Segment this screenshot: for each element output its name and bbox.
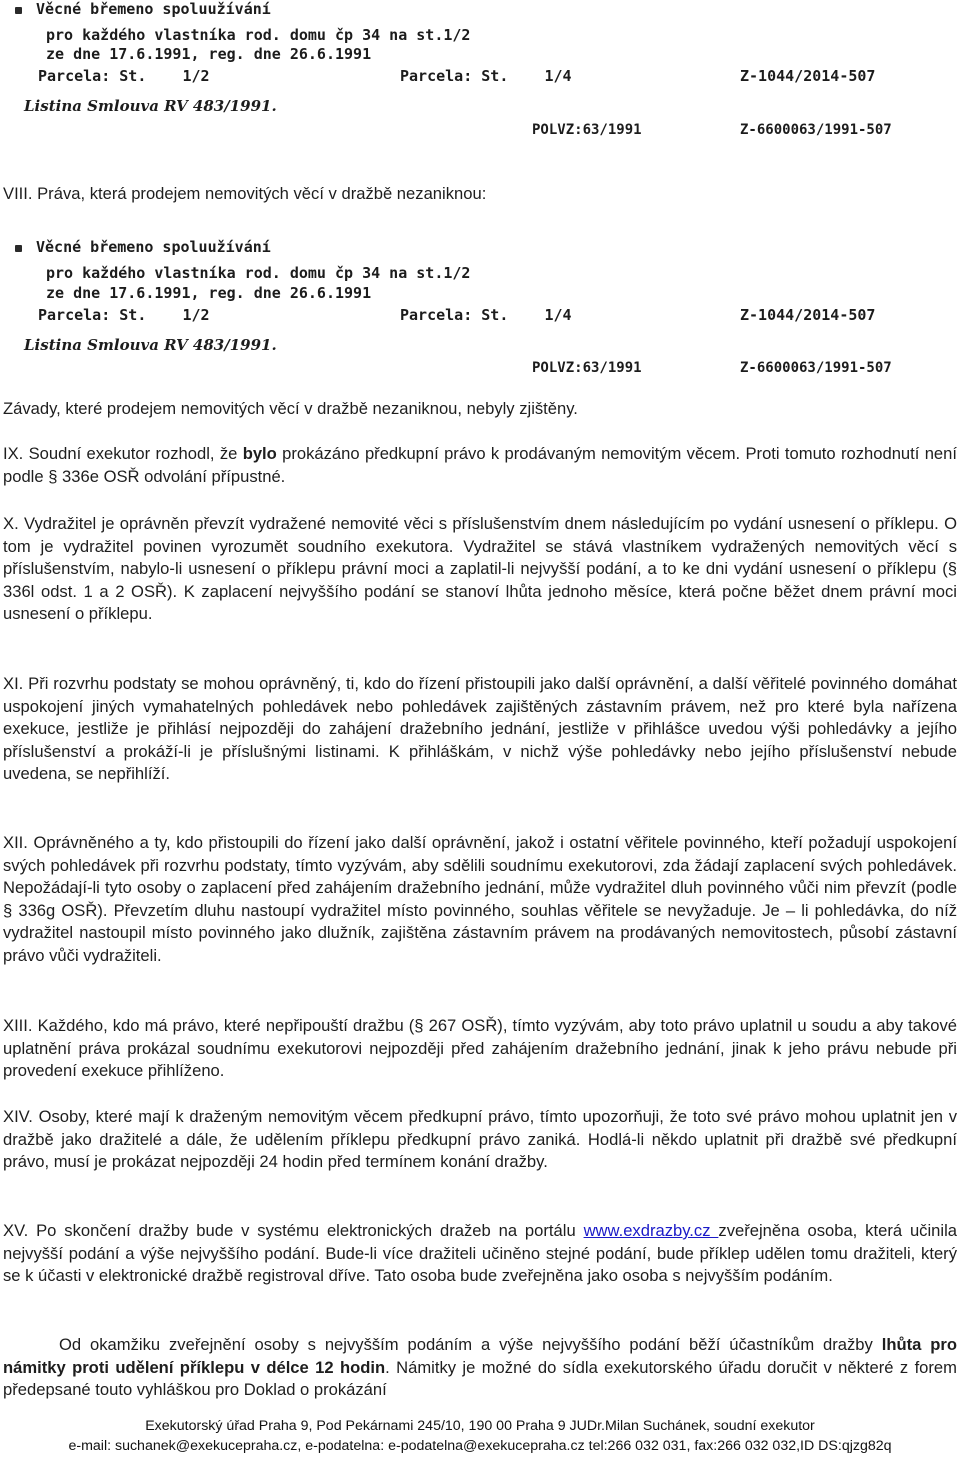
footer-line-1: Exekutorský úřad Praha 9, Pod Pekárnami 245/10, 190 00 Praha 9 JUDr.Milan Suchánek, soudní exekutor <box>145 1418 815 1434</box>
ownership-extract-image-1 <box>0 0 960 145</box>
footer-line-2: e-mail: suchanek@exekucepraha.cz, e-podatelna: e-podatelna@exekucepraha.cz tel:266 032 031, fax:266 032 032,ID DS:qjzg82q <box>68 1438 892 1454</box>
section-xiii: XIII. Každého, kdo má právo, které nepřipouští dražbu (§ 267 OSŘ), tímto vyzývám, aby toto právo uplatnil u soudu a aby takové uplatnění práva prokázal soudnímu exekutorovi nejpozději před zahájením dražebního jednání, jinak k jeho právu nebude při provedení exekuce přihlíženo. <box>3 1016 957 1081</box>
z-reference-2: Z-6600063/1991-507 <box>740 122 892 138</box>
easement-title: Věcné břemeno spoluužívání <box>36 238 271 256</box>
z-reference-2: Z-6600063/1991-507 <box>740 360 892 376</box>
section-xi: XI. Při rozvrhu podstaty se mohou oprávněný, ti, kdo do řízení přistoupili jako další oprávnění, a další věřitelé povinného domáhat uspokojení jiných vymahatelných pohledávek nebo pohledávek zajištěných zástavním právem, než pro které byla nařízena exekuce, jestliže je přihlásí nejpozději do zahájení dražebního jednání, jestliže v přihlášce uvedou výši pohledávky a jejího příslušenství a prokáží-li je příslušnými listinami. K přihláškám, v nichž výše pohledávky nebo jejího příslušenství nebude uvedena, se nepřihlíží. <box>3 674 957 784</box>
easement-line-1: pro každého vlastníka rod. domu čp 34 na st.1/2 <box>46 264 471 282</box>
parcel-left: Parcela: St. 1/2 <box>38 67 210 85</box>
parcel-left: Parcela: St. 1/2 <box>38 306 210 324</box>
section-ix <box>3 443 957 488</box>
listina-reference: Listina Smlouva RV 483/1991. <box>24 97 277 115</box>
polvz-reference: POLVZ:63/1991 <box>532 360 642 376</box>
z-reference: Z-1044/2014-507 <box>740 67 876 85</box>
final-text-2: . Námitky je možné do sídla exekutorského úřadu doručit v některé z forem předepsané touto vyhláškou pro Doklad o prokázání <box>3 1357 957 1400</box>
polvz-reference: POLVZ:63/1991 <box>532 122 642 138</box>
easement-line-2: ze dne 17.6.1991, reg. dne 26.6.1991 <box>46 45 372 63</box>
final-paragraph <box>3 1334 957 1402</box>
final-bold: lhůta pro námitky proti udělení příklepu v délce 12 hodin <box>3 1335 957 1377</box>
section-xiv: XIV. Osoby, které mají k draženým nemovitým věcem předkupní právo, tímto upozorňuji, že toto své právo mohou uplatnit jen v dražbě jako dražitelé a dále, že udělením příklepu předkupní právo zaniká. Hodlá-li někdo uplatnit při dražbě své předkupní právo, musí je prokázat nejpozději 24 hodin před termínem konání dražby. <box>3 1107 957 1172</box>
z-reference: Z-1044/2014-507 <box>740 306 876 324</box>
final-text-1: Od okamžiku zveřejnění osoby s nejvyšším podáním a výše nejvyššího podání běží účastníkům dražby <box>59 1335 882 1354</box>
parcel-right: Parcela: St. 1/4 <box>400 306 572 324</box>
section-ix-text-1: IX. Soudní exekutor rozhodl, že <box>3 444 243 463</box>
section-xv <box>3 1220 957 1288</box>
section-viii-heading: VIII. Práva, která prodejem nemovitých věcí v dražbě nezaniknou: <box>3 184 487 203</box>
section-xv-text-2: zveřejněna osoba, která učinila nejvyšší podání a výše nejvyššího podání. Bude-li více dražiteli učiněno stejné podání, bude příklep udělen tomu dražiteli, který se k účasti v elektronické dražbě registroval dříve. Tato osoba bude zveřejněna jako osoba s nejvyšším podáním. <box>3 1221 958 1286</box>
easement-line-2: ze dne 17.6.1991, reg. dne 26.6.1991 <box>46 284 372 302</box>
parcel-right: Parcela: St. 1/4 <box>400 67 572 85</box>
section-xv-text-1: XV. Po skončení dražby bude v systému elektronických dražeb na portálu <box>3 1221 584 1240</box>
section-ix-text-2: prokázáno předkupní právo k prodávaným nemovitým věcem. Proti tomuto rozhodnutí není podle § 336e OSŘ odvolání přípustné. <box>3 444 957 486</box>
bullet-icon <box>15 7 22 14</box>
defects-statement: Závady, které prodejem nemovitých věcí v dražbě nezaniknou, nebyly zjištěny. <box>3 399 578 418</box>
bullet-icon <box>15 245 22 252</box>
easement-title: Věcné břemeno spoluužívání <box>36 0 271 18</box>
section-xii: XII. Oprávněného a ty, kdo přistoupili do řízení jako další oprávnění, jakož i ostatní věřitele povinného, kteří požadují uspokojení svých pohledávek při rozvrhu podstaty, tímto vyzývám, aby sdělili soudnímu exekutorovi, zda žádají zaplacení svých pohledávek. Nepožádají-li tyto osoby o zaplacení před zahájením dražebního jednání, může vydražitel dluh povinného vůči nim převzít (podle § 336g OSŘ). Převzetím dluhu nastoupí vydražitel místo povinného, souhlas věřitele se nevyžaduje. Je – li pohledávka, do níž vydražitel nastoupil místo povinného jako dlužník, zajištěna zástavním právem na prodávaných nemovitostech, působí zástavní právo vůči vydražiteli. <box>3 833 957 965</box>
listina-reference: Listina Smlouva RV 483/1991. <box>24 336 277 354</box>
exdrazby-link[interactable]: www.exdrazby.cz <box>583 1221 719 1240</box>
section-ix-bold: bylo <box>242 444 277 463</box>
section-x: X. Vydražitel je oprávněn převzít vydražené nemovité věci s příslušenstvím dnem následujícím po vydání usnesení o příklepu. O tom je vydražitel povinen vyrozumět soudního exekutora. Vydražitel se stává vlastníkem vydražených nemovitých věcí s příslušenstvím, nabylo-li usnesení o příklepu právní moci a zaplatil-li nejvyšší podání, a to ke dni vydání usnesení o příklepu (§ 336l odst. 1 a 2 OSŘ). K zaplacení nejvyššího podání se stanoví lhůta jednoho měsíce, která počne běžet dnem právní moci usnesení o příklepu. <box>3 514 957 624</box>
ownership-extract-image-2 <box>0 238 960 383</box>
easement-line-1: pro každého vlastníka rod. domu čp 34 na st.1/2 <box>46 26 471 44</box>
